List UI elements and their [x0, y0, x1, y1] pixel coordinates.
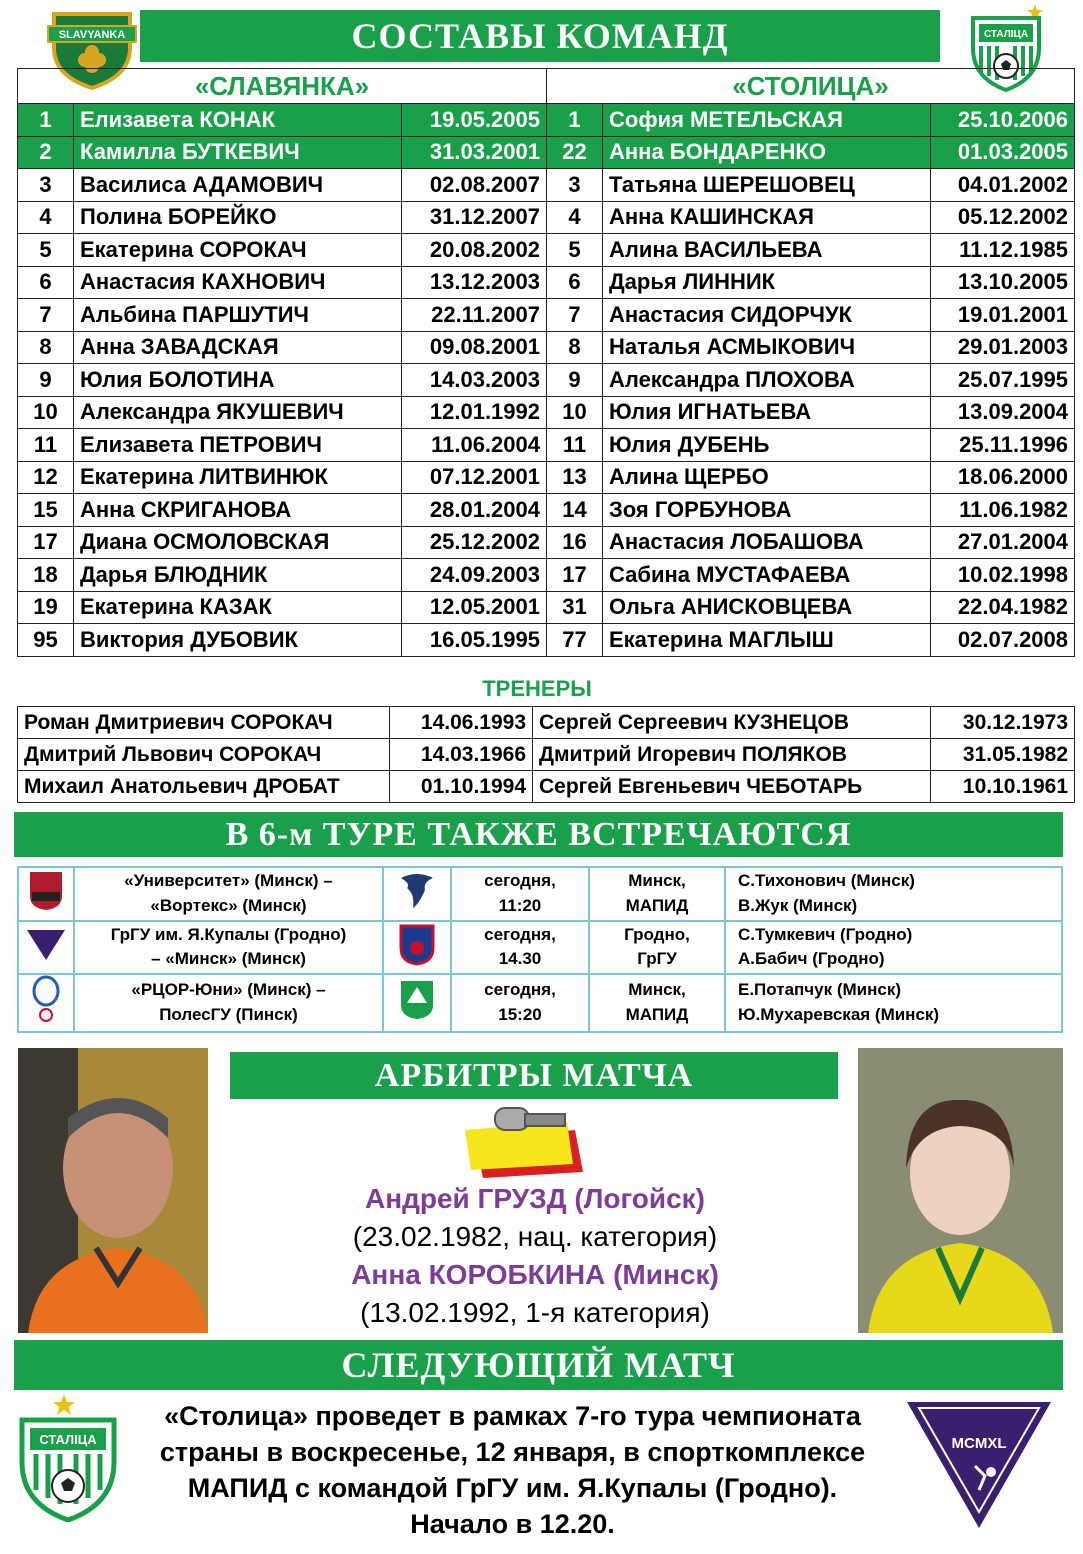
away-player-birthdate: 25.10.2006: [931, 104, 1075, 137]
away-player-name: Юлия ИГНАТЬЕВА: [603, 396, 931, 429]
away-player-birthdate: 13.09.2004: [931, 396, 1075, 429]
home-player-name: Анастасия КАХНОВИЧ: [74, 266, 402, 299]
round-title: В 6-м ТУРЕ ТАКЖЕ ВСТРЕЧАЮТСЯ: [225, 816, 852, 853]
away-player-number: 6: [547, 266, 603, 299]
home-player-birthdate: 13.12.2003: [402, 266, 547, 299]
away-player-birthdate: 11.06.1982: [931, 494, 1075, 527]
game-teams-cell: «Университет» (Минск) – «Вортекс» (Минск): [74, 867, 383, 921]
home-player-birthdate: 12.01.1992: [402, 396, 547, 429]
home-player-name: Альбина ПАРШУТИЧ: [74, 299, 402, 332]
home-player-name: Екатерина КАЗАК: [74, 591, 402, 624]
game-time-cell: сегодня, 14.30: [451, 921, 589, 975]
away-player-number: 22: [547, 136, 603, 169]
away-player-name: Александра ПЛОХОВА: [603, 364, 931, 397]
roster-row: [18, 396, 1075, 429]
game-home-logo-cell: [18, 867, 74, 921]
referee-1-info: (23.02.1982, нац. категория): [352, 1221, 718, 1252]
svg-text:SLAVYANKA: SLAVYANKA: [58, 29, 126, 41]
home-coach-name: Михаил Анатольевич ДРОБАТ: [18, 771, 390, 803]
roster-row: [18, 299, 1075, 332]
away-player-birthdate: 02.07.2008: [931, 624, 1075, 657]
away-player-number: 13: [547, 461, 603, 494]
away-player-birthdate: 29.01.2003: [931, 331, 1075, 364]
teams-header-row: [18, 69, 1075, 104]
svg-text:СТАЛІЦА: СТАЛІЦА: [39, 1432, 97, 1447]
grgu-logo-bottom: [905, 1400, 1053, 1530]
home-player-number: 12: [18, 461, 74, 494]
home-player-birthdate: 16.05.1995: [402, 624, 547, 657]
game-row: [18, 867, 1062, 921]
game-referees-cell: С.Тумкевич (Гродно) А.Бабич (Гродно): [725, 921, 1062, 975]
svg-text:MCMXL: MCMXL: [951, 1435, 1007, 1452]
away-player-birthdate: 11.12.1985: [931, 234, 1075, 267]
game-time-cell: сегодня, 11:20: [451, 867, 589, 921]
away-coach-birthdate: 30.12.1973: [931, 707, 1075, 739]
home-player-birthdate: 31.03.2001: [402, 136, 547, 169]
home-player-number: 15: [18, 494, 74, 527]
away-player-name: Татьяна ШЕРЕШОВЕЦ: [603, 169, 931, 202]
home-player-number: 11: [18, 429, 74, 462]
away-player-birthdate: 19.01.2001: [931, 299, 1075, 332]
game-referees-cell: Е.Потапчук (Минск) Ю.Мухаревская (Минск): [725, 974, 1062, 1032]
game-time-cell: сегодня, 15:20: [451, 974, 589, 1032]
roster-row: [18, 104, 1075, 137]
home-player-birthdate: 11.06.2004: [402, 429, 547, 462]
referee-2-info: (13.02.1992, 1-я категория): [360, 1297, 710, 1328]
away-player-number: 1: [547, 104, 603, 137]
home-player-name: Александра ЯКУШЕВИЧ: [74, 396, 402, 429]
home-player-birthdate: 22.11.2007: [402, 299, 547, 332]
roster-row: [18, 429, 1075, 462]
svg-text:СТАЛІЦА: СТАЛІЦА: [983, 29, 1029, 40]
home-player-name: Екатерина СОРОКАЧ: [74, 234, 402, 267]
home-player-number: 6: [18, 266, 74, 299]
roster-row: [18, 234, 1075, 267]
home-player-number: 10: [18, 396, 74, 429]
next-match-banner: [14, 1340, 1063, 1390]
page-title: СОСТАВЫ КОМАНД: [351, 16, 729, 56]
coach-row: [18, 707, 1075, 739]
away-team-name: «СТОЛИЦА»: [547, 69, 1075, 104]
home-coach-name: Роман Дмитриевич СОРОКАЧ: [18, 707, 390, 739]
away-player-name: Екатерина МАГЛЫШ: [603, 624, 931, 657]
away-player-birthdate: 05.12.2002: [931, 201, 1075, 234]
home-player-name: Виктория ДУБОВИК: [74, 624, 402, 657]
home-player-birthdate: 09.08.2001: [402, 331, 547, 364]
home-coach-name: Дмитрий Львович СОРОКАЧ: [18, 739, 390, 771]
rosters-table: [17, 68, 1075, 657]
away-player-birthdate: 10.02.1998: [931, 559, 1075, 592]
referee-photo-left: [18, 1048, 208, 1333]
away-player-name: София МЕТЕЛЬСКАЯ: [603, 104, 931, 137]
home-player-name: Дарья БЛЮДНИК: [74, 559, 402, 592]
round-banner: [14, 812, 1063, 857]
home-player-number: 1: [18, 104, 74, 137]
home-player-number: 17: [18, 526, 74, 559]
game-home-logo-cell: [18, 921, 74, 975]
game-away-logo-cell: [383, 921, 451, 975]
home-player-name: Диана ОСМОЛОВСКАЯ: [74, 526, 402, 559]
referee-1-name: Андрей ГРУЗД (Логойск): [364, 1183, 706, 1214]
game-row: [18, 921, 1062, 975]
away-coach-name: Дмитрий Игоревич ПОЛЯКОВ: [533, 739, 931, 771]
away-player-birthdate: 18.06.2000: [931, 461, 1075, 494]
away-player-number: 31: [547, 591, 603, 624]
away-player-number: 11: [547, 429, 603, 462]
away-player-name: Сабина МУСТАФАЕВА: [603, 559, 931, 592]
vorteks-logo-icon: [395, 868, 439, 912]
home-coach-birthdate: 14.03.1966: [390, 739, 533, 771]
away-player-number: 8: [547, 331, 603, 364]
game-row: [18, 974, 1062, 1032]
grgu-logo-icon: [25, 924, 67, 964]
referee-2-name: Анна КОРОБКИНА (Минск): [351, 1259, 719, 1290]
referees-title: АРБИТРЫ МАТЧА: [374, 1057, 694, 1094]
home-coach-birthdate: 01.10.1994: [390, 771, 533, 803]
away-player-number: 4: [547, 201, 603, 234]
away-player-name: Ольга АНИСКОВЦЕВА: [603, 591, 931, 624]
away-player-name: Анна КАШИНСКАЯ: [603, 201, 931, 234]
referees-info: [300, 1180, 770, 1332]
home-player-name: Полина БОРЕЙКО: [74, 201, 402, 234]
home-player-birthdate: 02.08.2007: [402, 169, 547, 202]
minsk-club-logo-icon: [397, 922, 437, 966]
home-player-number: 5: [18, 234, 74, 267]
game-teams-cell: «РЦОР-Юни» (Минск) – ПолесГУ (Пинск): [74, 974, 383, 1032]
home-player-number: 7: [18, 299, 74, 332]
page-title-banner: [140, 10, 940, 62]
whistle-cards-icon: [455, 1100, 595, 1180]
home-player-number: 95: [18, 624, 74, 657]
away-player-number: 16: [547, 526, 603, 559]
home-player-birthdate: 28.01.2004: [402, 494, 547, 527]
polesgu-logo-icon: [397, 977, 437, 1021]
home-player-number: 2: [18, 136, 74, 169]
game-away-logo-cell: [383, 867, 451, 921]
roster-row: [18, 266, 1075, 299]
home-player-number: 4: [18, 201, 74, 234]
away-player-name: Алина ВАСИЛЬЕВА: [603, 234, 931, 267]
home-team-name: «СЛАВЯНКА»: [18, 69, 547, 104]
away-player-birthdate: 27.01.2004: [931, 526, 1075, 559]
away-coach-name: Сергей Евгеньевич ЧЕБОТАРЬ: [533, 771, 931, 803]
roster-row: [18, 526, 1075, 559]
home-player-name: Анна СКРИГАНОВА: [74, 494, 402, 527]
away-player-name: Анна БОНДАРЕНКО: [603, 136, 931, 169]
coach-row: [18, 771, 1075, 803]
home-player-name: Юлия БОЛОТИНА: [74, 364, 402, 397]
home-player-birthdate: 20.08.2002: [402, 234, 547, 267]
away-player-birthdate: 13.10.2005: [931, 266, 1075, 299]
away-player-number: 14: [547, 494, 603, 527]
home-player-number: 19: [18, 591, 74, 624]
away-player-birthdate: 25.07.1995: [931, 364, 1075, 397]
away-player-birthdate: 04.01.2002: [931, 169, 1075, 202]
home-player-number: 18: [18, 559, 74, 592]
away-player-name: Анастасия СИДОРЧУК: [603, 299, 931, 332]
game-away-logo-cell: [383, 974, 451, 1032]
home-player-birthdate: 12.05.2001: [402, 591, 547, 624]
home-coach-birthdate: 14.06.1993: [390, 707, 533, 739]
coaches-title: ТРЕНЕРЫ: [482, 676, 592, 701]
game-venue-cell: Минск, МАПИД: [589, 867, 725, 921]
away-player-number: 3: [547, 169, 603, 202]
away-player-number: 17: [547, 559, 603, 592]
away-player-birthdate: 25.11.1996: [931, 429, 1075, 462]
game-home-logo-cell: [18, 974, 74, 1032]
home-player-birthdate: 25.12.2002: [402, 526, 547, 559]
home-player-birthdate: 31.12.2007: [402, 201, 547, 234]
roster-row: [18, 591, 1075, 624]
away-player-birthdate: 01.03.2005: [931, 136, 1075, 169]
away-player-name: Дарья ЛИННИК: [603, 266, 931, 299]
roster-row: [18, 169, 1075, 202]
away-player-number: 5: [547, 234, 603, 267]
home-player-birthdate: 14.03.2003: [402, 364, 547, 397]
roster-row: [18, 494, 1075, 527]
roster-row: [18, 136, 1075, 169]
home-player-name: Василиса АДАМОВИЧ: [74, 169, 402, 202]
next-match-text: «Столица» проведет в рамках 7-го тура чемпионата страны в воскресенье, 12 января, в спорткомплексе МАПИД с командой ГрГУ им. Я.Купалы (Гродно). Начало в 12.20.: [159, 1401, 866, 1539]
game-venue-cell: Минск, МАПИД: [589, 974, 725, 1032]
away-player-birthdate: 22.04.1982: [931, 591, 1075, 624]
game-referees-cell: С.Тихонович (Минск) В.Жук (Минск): [725, 867, 1062, 921]
home-player-number: 3: [18, 169, 74, 202]
home-player-birthdate: 07.12.2001: [402, 461, 547, 494]
home-player-name: Елизавета КОНАК: [74, 104, 402, 137]
away-player-number: 10: [547, 396, 603, 429]
roster-row: [18, 461, 1075, 494]
roster-row: [18, 331, 1075, 364]
away-player-number: 9: [547, 364, 603, 397]
away-coach-birthdate: 10.10.1961: [931, 771, 1075, 803]
game-teams-cell: ГрГУ им. Я.Купалы (Гродно) – «Минск» (Минск): [74, 921, 383, 975]
home-player-name: Елизавета ПЕТРОВИЧ: [74, 429, 402, 462]
referees-banner: [230, 1052, 838, 1099]
home-player-name: Екатерина ЛИТВИНЮК: [74, 461, 402, 494]
home-player-birthdate: 19.05.2005: [402, 104, 547, 137]
universitet-logo-icon: [26, 868, 66, 912]
stolitsa-logo-bottom: [14, 1392, 122, 1522]
next-match-title: СЛЕДУЮЩИЙ МАТЧ: [341, 1345, 736, 1385]
away-player-name: Анастасия ЛОБАШОВА: [603, 526, 931, 559]
coach-row: [18, 739, 1075, 771]
home-player-name: Камилла БУТКЕВИЧ: [74, 136, 402, 169]
away-player-name: Наталья АСМЫКОВИЧ: [603, 331, 931, 364]
away-player-number: 77: [547, 624, 603, 657]
home-player-birthdate: 24.09.2003: [402, 559, 547, 592]
round-games-table: [17, 866, 1063, 1033]
away-player-name: Зоя ГОРБУНОВА: [603, 494, 931, 527]
home-player-number: 9: [18, 364, 74, 397]
away-player-name: Алина ЩЕРБО: [603, 461, 931, 494]
roster-row: [18, 364, 1075, 397]
away-coach-name: Сергей Сергеевич КУЗНЕЦОВ: [533, 707, 931, 739]
roster-row: [18, 559, 1075, 592]
away-player-name: Юлия ДУБЕНЬ: [603, 429, 931, 462]
game-venue-cell: Гродно, ГрГУ: [589, 921, 725, 975]
home-player-number: 8: [18, 331, 74, 364]
away-player-number: 7: [547, 299, 603, 332]
rtsor-yuni-logo-icon: [29, 975, 63, 1023]
away-coach-birthdate: 31.05.1982: [931, 739, 1075, 771]
home-player-name: Анна ЗАВАДСКАЯ: [74, 331, 402, 364]
roster-row: [18, 624, 1075, 657]
referee-photo-right: [858, 1048, 1063, 1333]
roster-row: [18, 201, 1075, 234]
coaches-table: [17, 706, 1075, 803]
